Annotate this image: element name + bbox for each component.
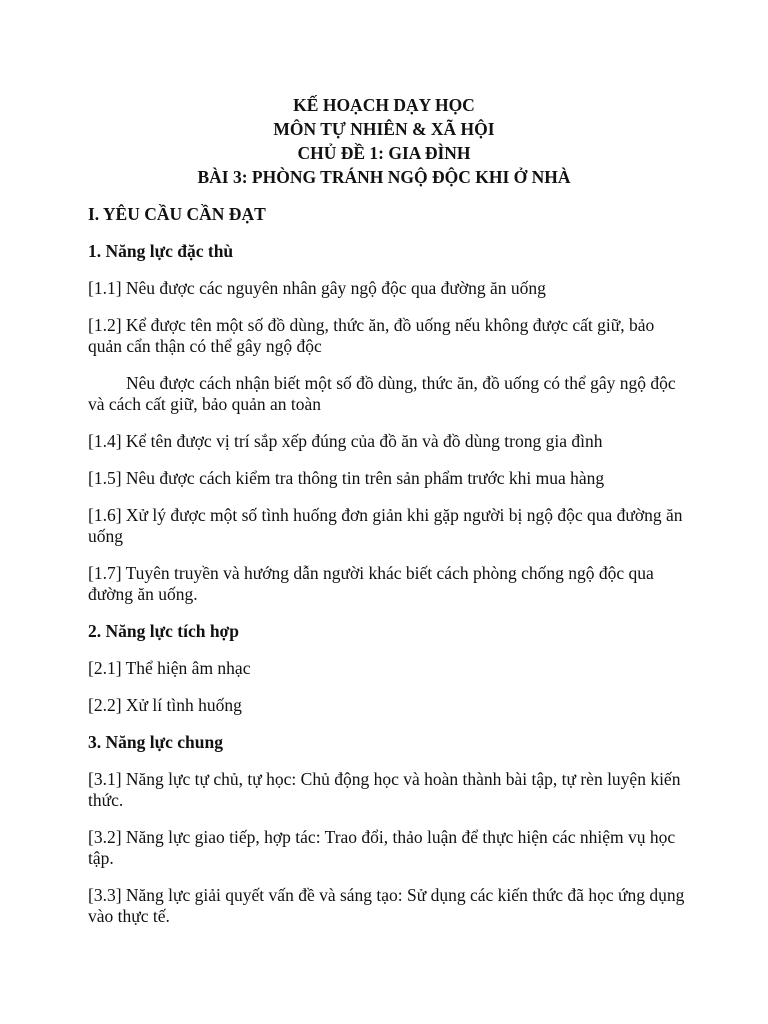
subsection-heading-specific: 1. Năng lực đặc thù [88,241,234,261]
title-line-subject: MÔN TỰ NHIÊN & XÃ HỘI [273,119,495,139]
list-item: [1.5] Nêu được cách kiểm tra thông tin trên sản phẩm trước khi mua hàng [88,468,605,488]
list-item: [1.1] Nêu được các nguyên nhân gây ngộ độc qua đường ăn uống [88,278,546,298]
title-line-topic: CHỦ ĐỀ 1: GIA ĐÌNH [297,143,471,163]
document-title [0,93,768,189]
list-item: [3.2] Năng lực giao tiếp, hợp tác: Trao đổi, thảo luận để thực hiện các nhiệm vụ học tập. [88,827,676,868]
list-item: [1.6] Xử lý được một số tình huống đơn giản khi gặp người bị ngộ độc qua đường ăn uống [88,505,683,546]
list-item: [2.1] Thể hiện âm nhạc [88,658,251,678]
document-body [88,204,688,943]
list-item: [1.2] Kể được tên một số đồ dùng, thức ăn, đồ uống nếu không được cất giữ, bảo quản cẩn thận có thể gây ngộ độc [88,315,655,356]
section-heading-requirements: I. YÊU CẦU CẦN ĐẠT [88,204,266,224]
title-line-lesson: BÀI 3: PHÒNG TRÁNH NGỘ ĐỘC KHI Ở NHÀ [197,167,571,187]
subsection-heading-integrated: 2. Năng lực tích hợp [88,621,239,641]
subsection-heading-general: 3. Năng lực chung [88,732,223,752]
list-item: Nêu được cách nhận biết một số đồ dùng, thức ăn, đồ uống có thể gây ngộ độc và cách cất giữ, bảo quản an toàn [88,373,676,414]
list-item: [3.3] Năng lực giải quyết vấn đề và sáng tạo: Sử dụng các kiến thức đã học ứng dụng vào thực tế. [88,885,685,926]
list-item: [1.7] Tuyên truyền và hướng dẫn người khác biết cách phòng chống ngộ độc qua đường ăn uống. [88,563,654,604]
list-item: [2.2] Xử lí tình huống [88,695,242,715]
title-line-plan: KẾ HOẠCH DẠY HỌC [293,95,475,115]
list-item: [1.4] Kể tên được vị trí sắp xếp đúng của đồ ăn và đồ dùng trong gia đình [88,431,603,451]
list-item: [3.1] Năng lực tự chủ, tự học: Chủ động học và hoàn thành bài tập, tự rèn luyện kiến thức. [88,769,681,810]
